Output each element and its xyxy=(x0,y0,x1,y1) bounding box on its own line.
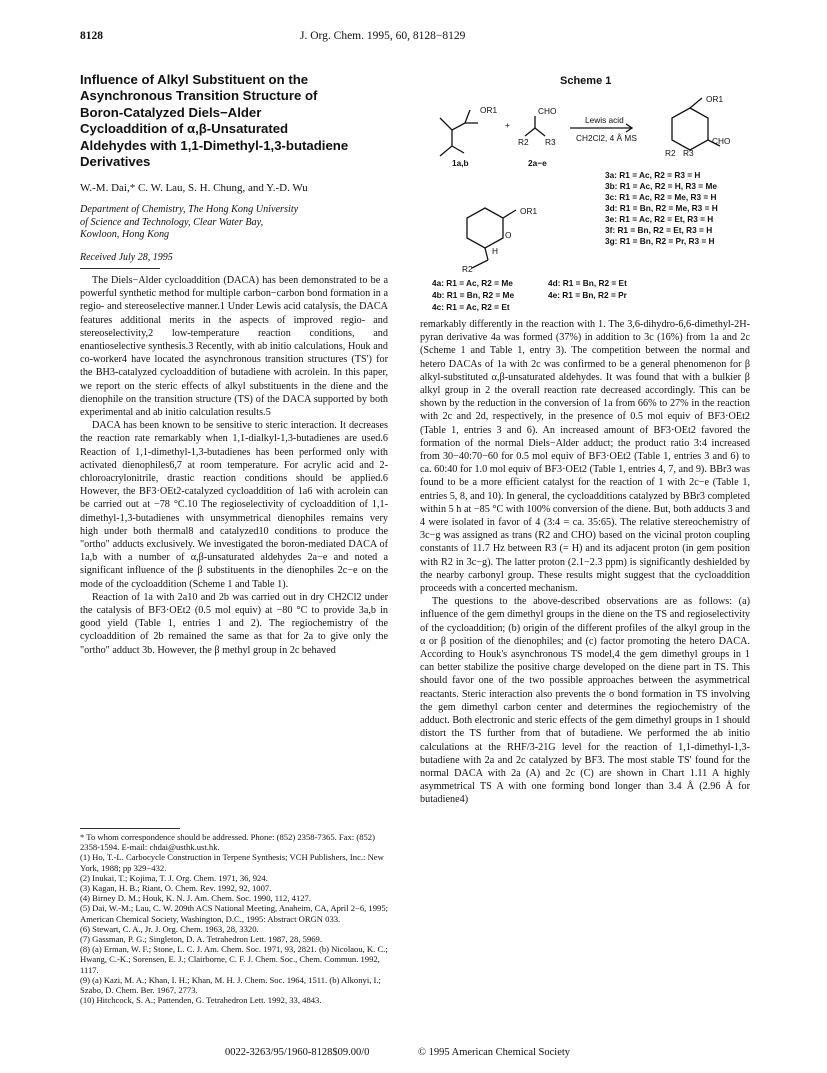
copyright: © 1995 American Chemical Society xyxy=(418,1047,571,1058)
page-number: 8128 xyxy=(80,30,103,42)
legend-3e: 3e: R1 = Ac, R2 = Et, R3 = H xyxy=(605,214,714,224)
title-line: Aldehydes with 1,1-Dimethyl-1,3-butadiene xyxy=(80,137,349,153)
scheme-or1-label: OR1 xyxy=(480,105,498,115)
title-line: Derivatives xyxy=(80,154,151,170)
product-r2-label: R2 xyxy=(665,148,676,158)
title-line: Influence of Alkyl Substituent on the xyxy=(80,72,309,87)
doi-code: 0022-3263/95/1960-8128$09.00/0 xyxy=(225,1047,370,1058)
affiliation-line: Kowloon, Hong Kong xyxy=(80,229,170,241)
diene-skeleton xyxy=(440,118,452,156)
arrow-bottom-label: CH2Cl2, 4 Å MS xyxy=(576,133,637,143)
footnote: (7) Gassman, P. G.; Singleton, D. A. Tetrahedron Lett. 1987, 28, 5969. xyxy=(80,934,322,945)
footnote: (8) (a) Erman, W. F.; Stone, L. C. J. Am. Chem. Soc. 1971, 93, 2821. (b) Nicolaou, K. C.; Hwang, C.-K.; Sorensen, E. J.; Clairborne, C. F. J. Chem. Soc., Chem. Commun. 1992, 1117. xyxy=(80,944,388,975)
footnote: (9) (a) Kazi, M. A.; Khan, I. H.; Khan, M. H. J. Chem. Soc. 1964, 1511. (b) Alkonyi, I.; Szabo, D. Chem. Ber. 1967, 2773. xyxy=(80,974,381,996)
pyran-o-label: O xyxy=(505,230,512,240)
body-paragraph: remarkably differently in the reaction with 1. The 3,6-dihydro-6,6-dimethyl-2H-pyran derivative 4a was formed (37%) in addition to 3c (16%) from 1a and 2c (Scheme 1 and Table 1, entry 3). The competition between the normal and hetero DACAs of 1a with 2c was confirmed to be a general phenomenon for β alkyl-substituted α,β-unsaturated aldehydes. It was found that with a bulkier β alkyl group in 2 the overall reaction rate decreased accordingly. This can be shown by the reduction in the conversion of 1a from 66% to 27% in the reaction with 2c and 2d, respectively, in the presence of 0.5 mol equiv of BF3·OEt2 (Table 1, entries 3 and 6). An increased amount of BF3·OEt2 favored the formation of the normal Diels−Alder adduct; the product ratio 3:4 increased from 30−40:70−60 for 0.5 mol equiv of BF3·OEt2 (Table 1, entries 3 and 6) to ca. 60:40 for 1.0 mol equiv of BF3·OEt2 (Table 1, entries 4, 7, and 9). BBr3 was found to be a more efficient catalyst for the reaction of 1 with 2c−e (Table 1, entries 5, 8, and 10). In general, the cycloadditions catalyzed by BBr3 completed within 5 h at −85 °C with 100% conversion of the diene. But, both adducts 3 and 4 were isolated in favor of 4 (3:4 = ca. 35:65). The relative stereochemistry of 3c−g was assigned as trans (R2 and CHO) based on the vicinal proton coupling constants of 11.7 Hz between R3 (= H) and its adjacent proton (in gem position with R2 in 3c−g). The latter proton (2.1−2.3 ppm) is significantly deshielded by the nearby carbonyl group. These results might suggest that the cycloaddition proceeds with a concerted mechanism. xyxy=(420,319,750,595)
footnote: (2) Inukai, T.; Kojima, T. J. Org. Chem. 1971, 36, 924. xyxy=(80,872,268,883)
body-paragraph: DACA has been known to be sensitive to steric interaction. It decreases the reaction rate remarkably when 1,1-dialkyl-1,3-butadienes are used.6 Reaction of 1,1-dimethyl-1,3-butadienes has been performed only with activated dienophiles6,7 at room temperature. For acrylic acid and 2-chloroacrylonitrile, drastic reaction conditions should be applied.6 However, the BF3·OEt2-catalyzed cycloaddition of 1a6 with acrolein can be carried out at −78 °C.10 The regioselectivity of cycloaddition of 1,1-dimethyl-1,3-butadienes with unsymmetrical dienophiles remains very high under both thermal8 and catalyzed10 conditions to produce the "ortho" adducts exclusively. We investigated the boron-mediated DACA of 1a,b with a number of α,β-unsaturated aldehydes 2a−e and noted a significant influence of the β substituents in the dienophiles 2c−e on the mode of the cycloaddition (Scheme 1 and Table 1). xyxy=(80,420,388,590)
pyran-bond xyxy=(503,210,516,218)
legend-3a: 3a: R1 = Ac, R2 = R3 = H xyxy=(605,170,701,180)
aldehyde-bond xyxy=(535,128,545,136)
affiliation xyxy=(80,204,380,242)
footnote: (1) Ho, T.-L. Carbocycle Construction in Terpene Synthesis; VCH Publishers, Inc.: New York, 1988; pp 329−432. xyxy=(80,852,384,873)
pyran-r2-label: R2 xyxy=(462,264,473,274)
author-list: W.-M. Dai,* C. W. Lau, S. H. Chung, and Y.-D. Wu xyxy=(80,182,308,194)
footnotes xyxy=(80,832,388,1005)
footnote: (6) Stewart, C. A., Jr. J. Org. Chem. 1963, 28, 3320. xyxy=(80,923,259,934)
article-title xyxy=(80,72,380,170)
left-column-body xyxy=(80,274,388,657)
title-line: Asynchronous Transition Structure of xyxy=(80,88,318,104)
pyran-h-label: H xyxy=(492,246,498,256)
received-date: Received July 28, 1995 xyxy=(80,252,173,263)
footnote: (4) Birney D. M.; Houk, K. N. J. Am. Chem. Soc. 1990, 112, 4127. xyxy=(80,893,311,904)
scheme-r3-label: R3 xyxy=(545,137,556,147)
product-or1-label: OR1 xyxy=(706,94,724,104)
reactant-1-label: 1a,b xyxy=(452,158,469,168)
right-column-body xyxy=(420,318,750,807)
body-paragraph: The Diels−Alder cycloaddition (DACA) has been demonstrated to be a powerful synthetic method for multiple carbon−carbon bond formation in a regio- and stereoselective manner.1 Under Lewis acid catalysis, the DACA features additional merits in the aspects of improved regio- and stereoselectivity,2 low-temperature reaction conditions, and enantioselective synthesis.3 Recently, with ab initio calculations, Houk and co-worker4 have located the asynchronous transition structures (TS') for the BH3-catalyzed cycloaddition of butadiene with acrolein. In this paper, we report on the steric effects of alkyl substituents in the diene and the dienophile on the transition structure (TS) of the DACA supported by both experimental and ab initio calculation results.5 xyxy=(80,275,388,419)
body-paragraph: Reaction of 1a with 2a10 and 2b was carried out in dry CH2Cl2 under the catalysis of BF3·OEt2 (0.5 mol equiv) at −80 °C to provide 3a,b in good yield (Table 1, entries 1 and 2). The regiochemistry of the cycloaddition of 2b remained the same as that for 2a to give only the "ortho" adduct 3b. However, the β methyl group in 2c behaved xyxy=(80,591,388,656)
pyran-or1-label: OR1 xyxy=(520,206,538,216)
legend-4a: 4a: R1 = Ac, R2 = Me xyxy=(432,278,513,288)
received-divider xyxy=(80,268,160,269)
affiliation-line: of Science and Technology, Clear Water Bay, xyxy=(80,216,264,228)
product-cho-label: CHO xyxy=(712,136,731,146)
reactant-2-label: 2a−e xyxy=(528,158,547,168)
legend-3f: 3f: R1 = Bn, R2 = Et, R3 = H xyxy=(605,225,713,235)
diene-bond xyxy=(452,146,464,153)
footnote-divider xyxy=(80,828,180,829)
pyran-bond xyxy=(472,260,488,268)
legend-3c: 3c: R1 = Ac, R2 = Me, R3 = H xyxy=(605,192,717,202)
cyclohexene-ring xyxy=(672,108,708,150)
aldehyde-bond xyxy=(525,128,535,136)
product-bond xyxy=(690,98,702,108)
product-r3-label: R3 xyxy=(683,148,694,158)
diene-bond xyxy=(465,110,470,123)
journal-citation: J. Org. Chem. 1995, 60, 8128−8129 xyxy=(300,30,466,42)
scheme-cho-label: CHO xyxy=(538,106,557,116)
footnote: (10) Hitchcock, S. A.; Pattenden, G. Tetrahedron Lett. 1992, 33, 4843. xyxy=(80,995,322,1006)
legend-3d: 3d: R1 = Bn, R2 = Me, R3 = H xyxy=(605,203,718,213)
diene-bond xyxy=(452,123,465,130)
body-paragraph: The questions to the above-described observations are as follows: (a) influence of the gem dimethyl groups in the diene on the TS and regioselectivity of the cycloaddition; (b) origin of the different profiles of the alkyl group in the α or β position of the dienophiles; and (c) factor promoting the hetero DACA. According to Houk's asynchronous TS model,4 the gem dimethyl groups in 1 can better stabilize the positive charge developed on the diene part in TS. This should favor one of the two possible approaches between the asymmetrical reactants. Steric interaction also prevents the σ bond formation in TS involving the gem dimethyl carbon center and determines the regiochemistry of the adduct. Both electronic and steric effects of the gem dimethyl groups in 1 should distort the TS further from that of butadiene. We performed the ab initio calculations at the RHF/3-21G level for the reaction of 1,1-dimethyl-1,3-butadiene with 2a and 2c catalyzed by BF3. The most stable TS' found for the normal DACA with 2a (A) and 2c (C) are shown in Chart 1.11 A highly asymmetrical TS A with one forming bond longer than 3.4 Å (2.96 Å for butadiene4) xyxy=(420,596,750,806)
title-line: Boron-Catalyzed Diels−Alder xyxy=(80,104,262,120)
legend-4e: 4e: R1 = Bn, R2 = Pr xyxy=(548,290,627,300)
scheme-plus: + xyxy=(505,120,510,130)
legend-4b: 4b: R1 = Bn, R2 = Me xyxy=(432,290,515,300)
footnote: * To whom correspondence should be addressed. Phone: (852) 2358-7365. Fax: (852) 2358-1594. E-mail: chdai@usthk.ust.hk. xyxy=(80,832,375,853)
arrow-top-label: Lewis acid xyxy=(585,115,624,125)
scheme-title: Scheme 1 xyxy=(560,75,612,87)
scheme-r2-label: R2 xyxy=(518,137,529,147)
pyran-ring xyxy=(467,208,503,248)
footnote: (3) Kagan, H. B.; Riant, O. Chem. Rev. 1992, 92, 1007. xyxy=(80,883,272,894)
legend-3g: 3g: R1 = Bn, R2 = Pr, R3 = H xyxy=(605,236,715,246)
pyran-bond xyxy=(485,248,488,260)
legend-4d: 4d: R1 = Bn, R2 = Et xyxy=(548,278,627,288)
legend-4c: 4c: R1 = Ac, R2 = Et xyxy=(432,302,510,312)
legend-3b: 3b: R1 = Ac, R2 = H, R3 = Me xyxy=(605,181,717,191)
affiliation-line: Department of Chemistry, The Hong Kong University xyxy=(80,204,299,215)
title-line: Cycloaddition of α,β-Unsaturated xyxy=(80,121,289,137)
footnote: (5) Dai, W.-M.; Lau, C. W. 209th ACS National Meeting, Anaheim, CA, April 2−6, 1995; American Chemical Society, Washington, D.C., 1995: Abstract ORGN 033. xyxy=(80,903,389,924)
